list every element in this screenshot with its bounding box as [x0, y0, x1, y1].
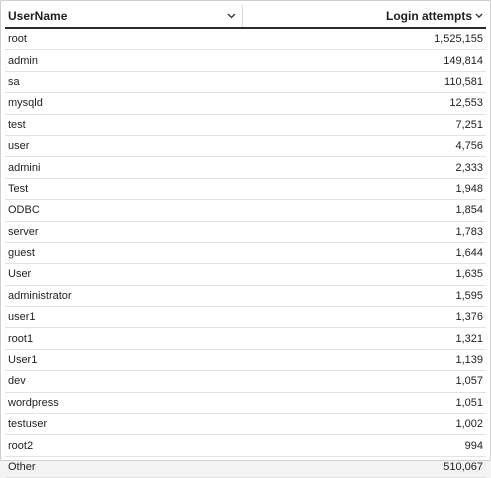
attempts-cell: 1,002 — [455, 418, 483, 431]
attempts-cell: 1,644 — [455, 247, 483, 260]
table-row[interactable] — [5, 350, 486, 371]
attempts-cell: 1,525,155 — [434, 33, 483, 46]
username-cell: administrator — [8, 289, 72, 302]
attempts-cell: 1,635 — [455, 268, 483, 281]
table-row[interactable] — [5, 371, 486, 392]
table-row[interactable] — [5, 157, 486, 178]
table-row[interactable] — [5, 136, 486, 157]
username-cell: user1 — [8, 311, 36, 324]
table-row[interactable] — [5, 414, 486, 435]
username-cell: mysqld — [8, 97, 43, 110]
table-row[interactable] — [5, 264, 486, 285]
attempts-cell: 1,139 — [455, 354, 483, 367]
attempts-cell: 110,581 — [444, 75, 483, 88]
username-cell: root — [8, 33, 27, 46]
attempts-header-label: Login attempts — [386, 9, 472, 23]
username-cell: guest — [8, 247, 35, 260]
username-cell: test — [8, 118, 26, 131]
chevron-down-icon[interactable] — [475, 13, 483, 19]
attempts-column-header[interactable] — [243, 5, 486, 27]
attempts-cell: 510,067 — [443, 461, 483, 473]
table-row[interactable] — [5, 93, 486, 114]
username-cell: testuser — [8, 418, 48, 431]
username-column-header[interactable] — [5, 5, 243, 27]
username-cell: root2 — [8, 439, 34, 452]
attempts-cell: 149,814 — [443, 54, 483, 67]
table-row[interactable] — [5, 72, 486, 93]
attempts-cell: 1,376 — [455, 311, 483, 324]
attempts-cell: 994 — [464, 439, 483, 452]
username-cell: user — [8, 140, 30, 153]
attempts-cell: 1,783 — [455, 225, 483, 238]
table-row[interactable] — [5, 243, 486, 264]
username-cell: sa — [8, 75, 20, 88]
username-header-label: UserName — [8, 9, 68, 23]
table-row[interactable] — [5, 307, 486, 328]
attempts-cell: 2,333 — [455, 161, 483, 174]
attempts-cell: 1,051 — [455, 396, 483, 409]
table-row[interactable] — [5, 179, 486, 200]
username-cell: Test — [8, 182, 29, 195]
attempts-cell: 1,595 — [455, 289, 483, 302]
table-row[interactable] — [5, 457, 486, 478]
username-cell: wordpress — [8, 396, 59, 409]
username-cell: admin — [8, 54, 38, 67]
attempts-cell: 4,756 — [455, 140, 483, 153]
username-cell: User — [8, 268, 32, 281]
username-cell: Other — [8, 461, 36, 473]
table-row[interactable] — [5, 393, 486, 414]
table-header — [5, 5, 486, 29]
table-row[interactable] — [5, 286, 486, 307]
username-cell: admini — [8, 161, 41, 174]
table-row[interactable] — [5, 29, 486, 50]
attempts-cell: 7,251 — [455, 118, 483, 131]
username-cell: dev — [8, 375, 26, 388]
attempts-cell: 1,948 — [455, 182, 483, 195]
username-cell: server — [8, 225, 39, 238]
attempts-cell: 1,854 — [455, 204, 483, 217]
table-row[interactable] — [5, 222, 486, 243]
table-row[interactable] — [5, 435, 486, 456]
table-body — [5, 29, 486, 478]
chevron-down-icon[interactable] — [224, 13, 238, 19]
login-attempts-table — [5, 5, 486, 478]
attempts-cell: 12,553 — [449, 97, 483, 110]
table-row[interactable] — [5, 328, 486, 349]
table-row[interactable] — [5, 50, 486, 71]
username-cell: ODBC — [8, 204, 40, 217]
username-cell: User1 — [8, 354, 38, 367]
attempts-cell: 1,321 — [455, 332, 483, 345]
table-row[interactable] — [5, 200, 486, 221]
table-row[interactable] — [5, 115, 486, 136]
username-cell: root1 — [8, 332, 34, 345]
attempts-cell: 1,057 — [455, 375, 483, 388]
